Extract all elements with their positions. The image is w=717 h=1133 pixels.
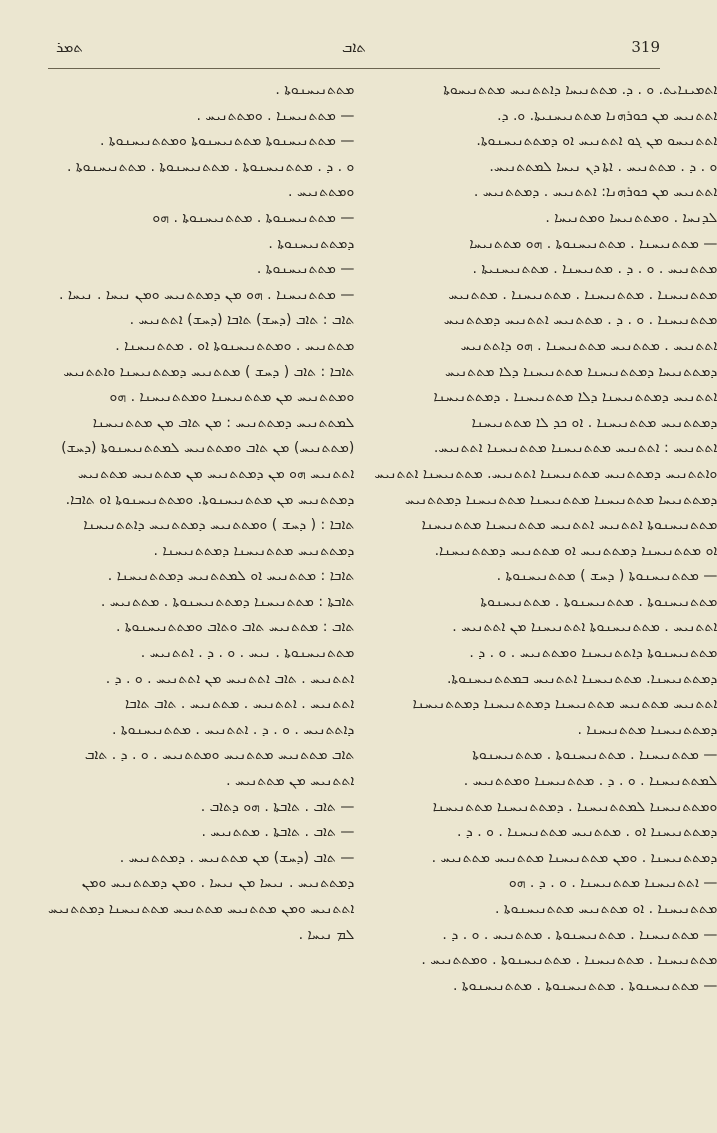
left-column-line: ܐܬܬܢܝܚ ܗܘ ܡܢ ܕܡܬܬܢܝܚ ܡܢ ܡܬܬܢܝܚ ܡܬܬܢܝܚ (77, 465, 355, 482)
right-column-line: — ܡܬܬܢܝܚܢܐ . ܡܬܬܢܝܚܢܘܬܐ . ܗܘ ܡܬܬܢܝܚܐ (469, 235, 717, 252)
left-column-line: ܐܬܬܢܝܚ . ܬܐܒ ܐܬܬܢܝܚ ܡܢ ܐܬܬܢܝܚ . ܘ . ܕ . (105, 670, 355, 687)
right-column-line: ܕܡܬܬܢܝܚܢܐ. ܡܬܬܢܝܚܢܐ ܐܬܬܢܝܚ ܒܡܬܬܢܝܚܢܘܬܐ. (446, 670, 717, 687)
running-head-center: ܬܐܒ (341, 38, 366, 56)
left-column-line: ܘܡܬܬܢܝܚ . (288, 184, 355, 201)
right-column-line: — ܐܬܬܢܝܚܢܐ ܡܬܬܢܝܚܢܐ . ܘ . ܕ . ܗܘ (508, 875, 717, 892)
right-column-line: ܕܡܬܬܢܝܚܢܐ . ܘܡܢ ܡܬܬܢܝܚܢܐ ܡܬܬܢܝܚ ܡܬܬܢܝܚ . (431, 849, 717, 866)
page-header (48, 28, 660, 68)
right-column-line: ܡܬܬܢܝܚ . ܘ . ܕ . ܡܬܢܝܚܢܐ . ܡܬܬܢܝܚܢܝܬܐ . (472, 261, 717, 278)
left-column-line: ܕܡܬܬܢܝܚ . ܢܝܚܐ ܡܢ ܢܝܚܐ . ܘܡܢ ܕܡܬܬܢܝܚ ܘܡܢ (81, 875, 355, 892)
left-column-line: ܬܐܒܐ : ܡܬܬܢܝܚ ܐܘ ܠܡܬܬܢܝܚ ܕܡܬܬܢܝܚܢܐ . (107, 568, 355, 585)
right-column-line: ܐܬܬܢܝܚ ܡܢ ܟܘܪܗܢܐ: ܐܬܬܢܝܚ . ܕܡܬܬܢܝܚ . (473, 184, 717, 201)
right-column-line: ܐܬܬܢܝܚ ܡܢ ܟܘܪܗܢܐ ܡܬܬܢܝܚܢܝܬܐ. ܘ. ܕ. (497, 107, 717, 124)
text-columns (48, 78, 717, 1073)
right-column-line: — ܡܬܬܢܝܚܢܘܬܐ ( ܕܚܫ ) ܡܬܬܢܝܚܢܘܬܐ . (496, 568, 717, 585)
left-column-line: — ܡܬܬܢܝܚܢܐ . ܗܘ ܡܢ ܕܡܬܬܢܝܚ ܘܡܢ ܢܝܚܐ . ܢܝܚܐ . (59, 286, 355, 303)
left-column-line: ܐܬܬܢܝܚ ܘܡܢ ܡܬܬܢܝܚ ܡܬܬܢܝܚ ܡܬܬܢܝܚܢܐ ܕܡܬܬܢܝܚ (48, 901, 355, 917)
left-column-line: ܬܐܒܐ : ( ܕܚܫ ) ܘܡܬܬܢܝܚ ܕܡܬܬܢܝܚ ܕܐܬܬܢܝܚܢܐ (83, 517, 355, 534)
running-head-left: ܬܡܪ (56, 38, 84, 56)
left-column-line: — ܬܐܒ . ܬܐܒܬܐ . ܗܘ ܕܬܐܒ . (200, 798, 355, 815)
left-column-line: — ܡܬܬܢܝܚܢܘܬܐ . (256, 261, 355, 278)
left-column-line: ܠܡܬܬܢܝܚ ܕܡܬܬܢܝܚ : ܡܢ ܬܐܒ ܡܢ ܡܬܬܢܝܚܢܐ (92, 414, 355, 431)
left-column-line: — ܡܬܬܢܝܚܢܘܬܐ . ܡܬܬܢܝܚܢܘܬܐ . ܗܘ (152, 209, 355, 226)
right-column-line: ܘܡܬܬܢܝܚܢܐ ܠܡܬܬܢܝܚܢܐ . ܕܡܬܬܢܝܚܢܐ ܡܬܬܢܝܚܢܐ (432, 798, 717, 815)
right-column-line: ܕܡܬܬܢܝܚܐ ܡܬܬܢܝܚܢܐ ܡܬܬܢܝܚܢܐ ܡܬܬܢܝܚܢܐ ܕܡܬܬܢܝܚ (404, 491, 717, 508)
right-column-line: — ܡܬܬܢܝܚܢܐ . ܡܬܬܢܝܚܢܘܬܐ . ܡܬܬܢܝܚܢܘܬܐ (472, 747, 717, 764)
right-column-line: ܡܬܬܢܝܚܢܐ . ܐܘ ܡܬܬܢܝܚ ܡܬܬܢܝܚܢܘܬܐ . (495, 901, 717, 917)
left-column-line: ܬܐܒ ܡܬܬܢܝܚ ܡܬܬܢܝܚ ܘܡܬܬܢܝܚ . ܘ . ܕ . ܬܐܒ (84, 747, 355, 764)
right-column-line: ܕܡܬܬܢܝܚ ܡܬܬܢܝܚܢܐ . ܐܘ ܟܕ ܠܐ ܡܬܬܢܝܚܢܐ (471, 414, 717, 431)
right-column-line: ܠܕܢܚܐ . ܘܡܬܬܢܝܚܐ ܘܡܬܢܝܚܐ . (545, 209, 717, 226)
right-column-line: ܐܬܬܢܝܚ . ܡܬܬܢܝܚܢܘܬܐ ܐܬܬܢܝܚܢܐ ܡܢ ܐܬܬܢܝܚ . (452, 619, 717, 636)
left-column-line: ܬܐܒܐ : ܬܐܒ ( ܕܚܫ ) ܡܬܬܢܝܚ ܕܡܬܬܢܝܚܢܐ ܘܐܬܬܢܝܚ (63, 363, 355, 380)
left-column-line: ܕܡܬܬܢܝܚ ܡܬܬܢܝܚܢܐ ܕܡܬܬܢܝܚܢܐ . (153, 542, 355, 559)
right-column-line: ܐܘ ܡܬܬܢܝܚܢܐ ܕܡܬܬܢܝܚ ܐܘ ܡܬܬܢܝܚ ܕܡܬܬܢܝܚܢܐ. (434, 542, 717, 559)
right-column-line: — ܡܬܬܢܝܚܢܐ . ܡܬܬܢܝܚܢܘܬܐ . ܡܬܬܢܝܚ . ܘ . ܕ . (442, 926, 717, 943)
right-column-line: ܠܡܬܬܢܝܚܢܐ . ܘ . ܕ . ܡܬܬܢܝܚܢܐ ܘܡܬܬܢܝܚ . (463, 773, 717, 790)
right-column-line: ܐܬܬܢܝܚ : ܐܬܬܢܝܚ ܡܬܬܢܝܚܢܐ ܡܬܬܢܝܚܢܐ ܐܬܬܢܝܚ. (433, 440, 717, 457)
right-column-line: ܐܬܬܢܝܚ . ܡܬܬܢܝܚ ܡܬܬܢܝܚܢܐ . ܗܘ ܕܐܬܬܢܝܚ (460, 337, 717, 354)
left-column-line: ܐܬܬܢܝܚ ܡܢ ܡܬܬܢܝܚ . (226, 773, 355, 790)
left-column (48, 78, 354, 1073)
left-column-line: ܘܡܬܬܢܝܚ ܡܢ ܡܬܬܢܝܚܢܐ ܘܡܬܬܢܝܚܢܐ . ܗܘ (109, 389, 355, 406)
right-column-line: ܐܬܬܢܝܚ ܕܡܬܬܢܝܚܢܐ ܕܠܐ ܡܬܬܢܝܚܢܐ . ܕܡܬܬܢܝܚܢܐ (433, 389, 717, 406)
right-column-line: ܐܬܬܢܝܚܘ ܡܢ ܓܘ ܐܬܬܢܝܚ ܐܘ ܕܡܬܬܢܝܚܢܘܬܐ. (476, 133, 717, 150)
page-number: 319 (631, 38, 660, 56)
header-rule (48, 68, 660, 69)
left-column-line: ܬܐܒܬܐ : ܡܬܬܢܝܚܢܐ ܕܡܬܬܢܝܚܢܘܬܐ . ܡܬܬܢܝܚ . (100, 593, 355, 610)
right-column-line: ܐܬܡܝܢܐܝܬ. ܘ . ܕ. ܡܬܬܢܝܚܐ ܕܐܬܬܢܝܚ ܡܬܬܢܝܚܘܬܐ (443, 82, 717, 98)
left-column-line: ܬܐܒ : ܬܐܒ (ܕܚܫ) ܬܐܒܐ (ܕܚܫ) ܐܬܬܢܝܚ . (129, 312, 355, 329)
left-column-line: ܕܡܬܬܢܝܚ ܡܢ ܡܬܬܢܝܚܢܘܬܐ. ܘܡܬܬܢܝܚܢܘܬܐ ܐܘ ܬܐܒܐ. (65, 491, 355, 508)
left-column-line: (ܡܬܬܢܝܚ) ܡܢ ܬܐܒ ܘܡܬܬܢܝܚ ܠܡܬܬܢܝܚܢܘܬܐ (ܕܚܫ) (61, 440, 355, 457)
left-column-line: — ܬܐܒ . ܬܐܒܬܐ . ܡܬܬܢܝܚ . (201, 824, 355, 841)
right-column-line: ܡܬܬܢܝܚܢܐ . ܡܬܬܢܝܚܢܐ . ܡܬܬܢܝܚܢܐ . ܡܬܬܢܝܚ (448, 286, 717, 303)
right-column-line: ܡܬܬܢܝܚܢܐ . ܡܬܬܢܝܚܢܐ . ܡܬܬܢܝܚܢܘܬܐ . ܘܡܬܬܢܝܚ . (421, 952, 717, 969)
right-column-line: ܘܐܬܬܢܝܚ ܕܡܬܬܢܝܚ ܡܬܬܢܝܚܢܐ ܐܬܬܢܝܚ. ܡܬܬܢܝܚܢܐ ܐܬܬܢܝܚ (374, 465, 717, 482)
left-column-line: ܠܡ ܢܝܚܐ . (298, 926, 355, 943)
right-column-line: ܕܡܬܬܢܝܚܢܐ ܐܘ . ܡܬܬܢܝܚ ܡܬܬܢܝܚܢܐ . ܘ . ܕ . (456, 824, 717, 841)
right-column-line: ܡܬܬܢܝܚܢܐ . ܘ . ܕ . ܡܬܬܢܝܚ ܐܬܬܢܝܚ ܕܡܬܬܢܝܚ (443, 312, 717, 329)
left-column-line: ܕܐܬܬܢܝܚ . ܘ . ܕ . ܐܬܬܢܝܚ . ܡܬܬܢܝܚܢܘܬܐ . (112, 721, 355, 738)
right-column-line: — ܡܬܬܢܝܚܢܘܬܐ . ܡܬܬܢܝܚܢܘܬܐ . ܡܬܬܢܝܚܢܘܬܐ . (453, 977, 717, 994)
left-column-line: ܡܬܬܢܝܚܢܘܬܐ . (275, 82, 355, 98)
right-column-line: ܕܡܬܬܢܝܚܢܐ ܡܬܬܢܝܚܢܐ . (577, 721, 717, 738)
left-column-line: — ܬܐܒ (ܕܚܫ) ܡܢ ܡܬܬܢܝܚ . ܕܡܬܬܢܝܚ . (119, 849, 355, 866)
right-column-line: ܐܬܬܢܝܚ ܡܬܬܢܝܚ ܡܬܬܢܝܚܢܐ ܕܡܬܬܢܝܚܢܐ ܕܡܬܬܢܝܚܢܐ (412, 696, 717, 713)
left-column-line: ܬܐܒ : ܡܬܬܢܝܚ ܬܐܒ ܘܬܐܒ ܘܡܬܬܢܝܚܢܘܬܐ . (115, 619, 355, 636)
right-column-line: ܘ . ܕ . ܡܬܬܢܝܚ . ܐܬܐ ܕܢ ܢܝܚܐ ܠܡܬܬܢܝܚ. (489, 158, 717, 175)
right-column (374, 78, 717, 1073)
right-column-line: ܕܡܬܬܢܝܚܐ ܕܡܬܬܢܝܚܢܐ ܡܬܬܢܝܚܢܐ ܕܠܐ ܡܬܬܢܝܚ (444, 363, 717, 380)
left-column-line: ܕܡܬܬܢܝܚܢܘܬܐ . (268, 235, 355, 252)
right-column-line: ܡܬܬܢܝܚܢܘܬܐ . ܡܬܬܢܝܚܢܘܬܐ . ܡܬܬܢܝܚܢܘܬܐ (480, 593, 717, 610)
left-column-line: ܐܬܬܢܝܚ . ܐܬܬܢܝܚ . ܡܬܬܢܝܚ . ܬܐܒ ܬܐܒܐ (124, 696, 355, 713)
right-column-line: ܡܬܬܢܝܚܢܘܬܐ ܕܐܬܬܢܝܚܢܐ ܘܡܬܬܢܝܚ . ܘ . ܕ . (469, 645, 717, 662)
left-column-line: — ܡܬܬܢܝܚܢܘܬܐ ܡܬܬܢܝܚܢܘܬܐ ܘܡܬܬܢܝܚܢܘܬܐ . (100, 133, 355, 150)
left-column-line: — ܡܬܬܢܝܚܢܐ . ܘܡܬܬܢܝܚ . (196, 107, 355, 124)
left-column-line: ܡܬܬܢܝܚܢܘܬܐ . ܢܝܚ . ܘ . ܕ . ܐܬܬܢܝܚ . (140, 645, 355, 662)
right-column-line: ܡܬܬܢܝܚܢܘܬܐ ܐܬܬܢܝܚ ܐܬܬܢܝܚ ܡܬܬܢܝܚܢܐ ܡܬܬܢܝܚܢܐ (421, 517, 717, 534)
left-column-line: ܘ . ܕ . ܡܬܬܢܝܚܢܘܬܐ . ܡܬܬܢܝܚܢܘܬܐ . ܡܬܬܢܝܚܢܘܬܐ . (67, 158, 355, 175)
left-column-line: ܡܬܬܢܝܚ . ܘܡܬܬܢܝܚܢܘܬܐ ܐܘ . ܡܬܬܢܝܚܢܐ . (115, 337, 355, 354)
